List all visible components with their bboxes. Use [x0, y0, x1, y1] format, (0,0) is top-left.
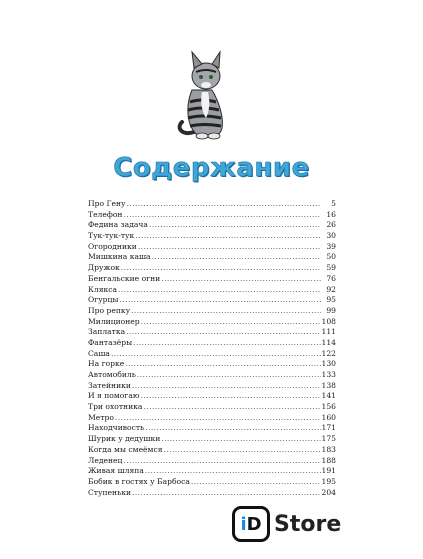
- toc-entry-title: Шурик у дедушки: [88, 434, 161, 444]
- toc-entry-page: 191: [321, 466, 336, 476]
- toc-leader-dots: [145, 466, 321, 477]
- toc-entry: [88, 434, 336, 445]
- toc-entry: [88, 317, 336, 328]
- toc-entry-page: 156: [321, 402, 336, 412]
- toc-entry: [88, 456, 336, 467]
- toc-entry: [88, 466, 336, 477]
- toc-entry: [88, 349, 336, 360]
- toc-entry: [88, 391, 336, 402]
- logo-word: Store: [274, 511, 342, 537]
- toc-entry-page: 39: [326, 241, 336, 251]
- toc-entry-page: 141: [321, 391, 336, 401]
- toc-entry-title: Кляксa: [88, 284, 118, 294]
- toc-leader-dots: [125, 359, 320, 370]
- toc-entry: [88, 199, 336, 210]
- toc-entry-title: Когда мы смеёмся: [88, 444, 163, 454]
- toc-entry-title: Дружок: [88, 263, 120, 273]
- toc-entry-page: 26: [326, 220, 336, 230]
- toc-entry-title: Автомобиль: [88, 370, 136, 379]
- toc-entry: [88, 263, 336, 274]
- toc-entry: [88, 252, 336, 263]
- toc-entry: [88, 327, 336, 338]
- toc-entry-title: Ступеньки: [88, 487, 132, 497]
- toc-entry-page: 133: [321, 370, 336, 379]
- toc-leader-dots: [132, 488, 320, 499]
- toc-entry-title: Три охотника: [88, 402, 143, 412]
- toc-entry-title: Находчивость: [88, 423, 145, 433]
- logo-letter-i: i: [240, 513, 247, 535]
- toc-entry-title: Живая шляпа: [88, 466, 144, 476]
- toc-entry-page: 195: [321, 476, 336, 486]
- toc-entry: [88, 242, 336, 253]
- toc-leader-dots: [152, 252, 321, 263]
- toc-entry-title: Саша: [88, 348, 110, 358]
- logo-box: [232, 506, 270, 542]
- toc-entry-page: 92: [326, 284, 336, 294]
- toc-entry: [88, 274, 336, 285]
- toc-leader-dots: [127, 199, 321, 210]
- toc-entry-title: И я помогаю: [88, 391, 140, 401]
- toc-leader-dots: [161, 274, 321, 285]
- toc-entry: [88, 402, 336, 413]
- toc-entry-title: Мишкина каша: [88, 252, 151, 262]
- toc-entry: [88, 210, 336, 221]
- toc-entry-page: 204: [321, 487, 336, 497]
- toc-entry: [88, 445, 336, 456]
- toc-entry-page: 114: [321, 337, 336, 347]
- toc-entry-title: Федина задача: [88, 220, 148, 230]
- toc-entry: [88, 285, 336, 296]
- toc-leader-dots: [164, 445, 321, 456]
- toc-entry: [88, 423, 336, 434]
- toc-leader-dots: [161, 434, 320, 445]
- toc-entry: [88, 381, 336, 392]
- toc-entry-page: 175: [321, 434, 336, 444]
- toc-leader-dots: [119, 295, 321, 306]
- toc-entry: [88, 231, 336, 242]
- toc-entry-page: 183: [321, 444, 336, 454]
- toc-entry-title: Милиционер: [88, 316, 140, 326]
- toc-leader-dots: [126, 327, 320, 338]
- toc-leader-dots: [123, 456, 320, 467]
- toc-entry-page: 108: [321, 316, 336, 326]
- toc-leader-dots: [143, 402, 320, 413]
- toc-entry-title: Фантазёры: [88, 337, 133, 347]
- toc-entry-title: Леденец: [88, 455, 123, 465]
- toc-entry-page: 30: [326, 231, 336, 241]
- toc-entry: [88, 220, 336, 231]
- toc-leader-dots: [141, 317, 321, 328]
- toc-entry: [88, 413, 336, 424]
- toc-entry-title: Про репку: [88, 305, 131, 315]
- toc-leader-dots: [145, 423, 320, 434]
- toc-entry-page: 5: [331, 199, 336, 208]
- toc-leader-dots: [121, 263, 321, 274]
- toc-leader-dots: [135, 231, 321, 242]
- toc-entry-title: Огородники: [88, 241, 137, 251]
- toc-entry-page: 138: [321, 380, 336, 390]
- toc-entry: [88, 477, 336, 488]
- toc-entry: [88, 488, 336, 499]
- toc-leader-dots: [131, 306, 321, 317]
- toc-leader-dots: [118, 285, 321, 296]
- table-of-contents: [88, 199, 336, 498]
- watermark-logo: [232, 503, 341, 545]
- toc-leader-dots: [133, 338, 320, 349]
- toc-leader-dots: [140, 391, 320, 402]
- toc-entry-page: 122: [321, 348, 336, 358]
- toc-leader-dots: [132, 381, 321, 392]
- toc-leader-dots: [138, 242, 321, 253]
- toc-entry-title: Тук-тук-тук: [88, 231, 135, 241]
- toc-entry: [88, 338, 336, 349]
- toc-entry: [88, 370, 336, 381]
- toc-entry-title: Бобик в гостях у Барбоса: [88, 476, 190, 486]
- toc-entry: [88, 295, 336, 306]
- toc-entry-page: 99: [326, 305, 336, 315]
- toc-entry-page: 130: [321, 359, 336, 369]
- toc-leader-dots: [115, 413, 321, 424]
- logo-letter-d: D: [246, 513, 262, 535]
- toc-entry-page: 50: [326, 252, 336, 262]
- toc-entry-title: Про Гену: [88, 199, 126, 208]
- toc-leader-dots: [123, 210, 321, 221]
- toc-entry-page: 188: [321, 455, 336, 465]
- toc-entry: [88, 359, 336, 370]
- toc-leader-dots: [137, 370, 321, 381]
- toc-entry-page: 59: [326, 263, 336, 273]
- toc-entry-page: 171: [321, 423, 336, 433]
- toc-entry-page: 160: [321, 412, 336, 422]
- toc-entry-title: Метро: [88, 412, 114, 422]
- cat-illustration: [172, 46, 234, 146]
- toc-entry-title: Затейники: [88, 380, 131, 390]
- toc-leader-dots: [111, 349, 321, 360]
- toc-entry-page: 111: [321, 327, 336, 337]
- page-title: Содержание: [113, 153, 310, 183]
- toc-entry-title: Огурцы: [88, 295, 119, 305]
- toc-entry-title: Бенгальские огни: [88, 273, 161, 283]
- toc-entry-page: 16: [326, 209, 336, 219]
- toc-entry-title: На горке: [88, 359, 125, 369]
- toc-leader-dots: [149, 220, 321, 231]
- toc-entry-title: Телефон: [88, 209, 123, 219]
- toc-entry: [88, 306, 336, 317]
- toc-entry-page: 95: [326, 295, 336, 305]
- toc-entry-page: 76: [326, 273, 336, 283]
- toc-entry-title: Заплатка: [88, 327, 126, 337]
- toc-leader-dots: [191, 477, 321, 488]
